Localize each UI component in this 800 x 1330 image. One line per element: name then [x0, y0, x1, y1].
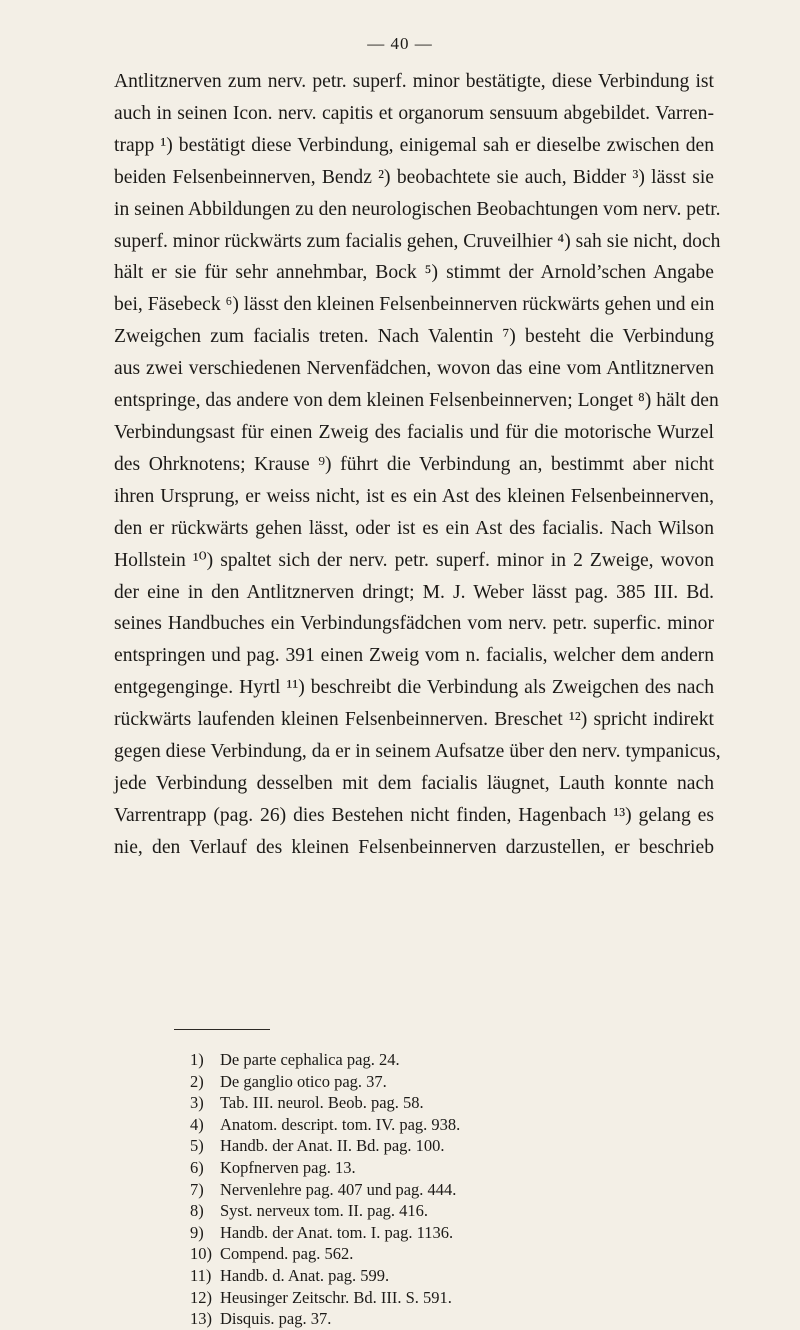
footnote-text: Handb. der Anat. tom. I. pag. 1136. — [220, 1222, 454, 1242]
footnote-number: 7) — [190, 1179, 204, 1199]
footnote-text: Kopfnerven pag. 13. — [220, 1157, 356, 1177]
text-line: den er rückwärts gehen lässt, oder ist es ein Ast des facialis. Nach Wilson — [114, 517, 714, 539]
text-line: seines Handbuches ein Verbindungsfädchen vom nerv. petr. superfic. minor — [114, 613, 714, 635]
footnote-text: Handb. der Anat. II. Bd. pag. 100. — [220, 1136, 445, 1156]
text-line: gegen diese Verbindung, da er in seinem Aufsatze über den nerv. tympanicus, — [114, 741, 721, 763]
footnote-text: Anatom. descript. tom. IV. pag. 938. — [220, 1114, 461, 1134]
footnote-number: 2) — [190, 1071, 204, 1091]
footnote — [190, 1135, 570, 1157]
text-line: ihren Ursprung, er weiss nicht, ist es ein Ast des kleinen Felsenbeinnerven, — [114, 485, 714, 507]
footnote-text: Compend. pag. 562. — [220, 1244, 354, 1264]
text-line: beiden Felsenbeinnerven, Bendz ²) beobachtete sie auch, Bidder ³) lässt sie — [114, 166, 714, 188]
text-line: Zweigchen zum facialis treten. Nach Valentin ⁷) besteht die Verbindung — [114, 326, 714, 348]
text-line: in seinen Abbildungen zu den neurologischen Beobachtungen vom nerv. petr. — [114, 198, 721, 220]
footnote — [190, 1114, 570, 1136]
body-text — [114, 66, 721, 864]
footnote — [190, 1222, 570, 1244]
footnote-number: 12) — [190, 1287, 212, 1307]
footnote — [190, 1049, 570, 1071]
text-line: des Ohrknotens; Krause ⁹) führt die Verbindung an, bestimmt aber nicht — [114, 453, 714, 475]
text-line: aus zwei verschiedenen Nervenfädchen, wovon das eine vom Antlitznerven — [114, 358, 714, 380]
text-line: trapp ¹) bestätigt diese Verbindung, einigemal sah er dieselbe zwischen den — [114, 134, 714, 156]
text-line: hält er sie für sehr annehmbar, Bock ⁵) stimmt der Arnold’schen Angabe — [114, 262, 714, 284]
footnote-number: 8) — [190, 1201, 204, 1221]
page-number: — 40 — — [367, 34, 433, 53]
text-line: auch in seinen Icon. nerv. capitis et organorum sensuum abgebildet. Varren- — [114, 102, 714, 124]
footnote-text: De parte cephalica pag. 24. — [220, 1050, 400, 1069]
text-line: nie, den Verlauf des kleinen Felsenbeinnerven darzustellen, er beschrieb — [114, 836, 714, 858]
text-line: entgegenginge. Hyrtl ¹¹) beschreibt die Verbindung als Zweigchen des nach — [114, 677, 714, 699]
text-line: der eine in den Antlitznerven dringt; M. J. Weber lässt pag. 385 III. Bd. — [114, 581, 714, 603]
footnote-number: 9) — [190, 1222, 204, 1242]
footnote-number: 6) — [190, 1157, 204, 1177]
footnote-number: 10) — [190, 1244, 212, 1264]
text-line: bei, Fäsebeck ⁶) lässt den kleinen Felsenbeinnerven rückwärts gehen und ein — [114, 294, 715, 316]
footnote — [190, 1243, 570, 1265]
footnote — [190, 1092, 570, 1114]
text-line: Hollstein ¹⁰) spaltet sich der nerv. petr. superf. minor in 2 Zweige, wovon — [114, 549, 714, 571]
footnote-number: 13) — [190, 1309, 212, 1329]
footnote-text: Handb. d. Anat. pag. 599. — [220, 1265, 390, 1285]
footnote-number: 11) — [190, 1265, 212, 1285]
text-line: rückwärts laufenden kleinen Felsenbeinnerven. Breschet ¹²) spricht indirekt — [114, 709, 714, 731]
footnote-separator — [174, 1029, 270, 1030]
footnote — [190, 1200, 570, 1222]
text-line: Antlitznerven zum nerv. petr. superf. minor bestätigte, diese Verbindung ist — [114, 71, 714, 92]
footnote-text: Tab. III. neurol. Beob. pag. 58. — [220, 1093, 424, 1113]
footnote-number: 3) — [190, 1093, 204, 1113]
footnote-number: 4) — [190, 1114, 204, 1134]
footnote-text: Heusinger Zeitschr. Bd. III. S. 591. — [220, 1287, 452, 1307]
text-line: Varrentrapp (pag. 26) dies Bestehen nicht finden, Hagenbach ¹³) gelang es — [114, 804, 714, 826]
footnote — [190, 1157, 570, 1179]
footnote — [190, 1287, 570, 1309]
footnote — [190, 1071, 570, 1093]
footnote-text: De ganglio otico pag. 37. — [220, 1071, 387, 1091]
text-line: superf. minor rückwärts zum facialis gehen, Cruveilhier ⁴) sah sie nicht, doch — [114, 230, 721, 252]
footnote-text: Disquis. pag. 37. — [220, 1309, 332, 1329]
footnote — [190, 1308, 570, 1330]
text-line: entspringen und pag. 391 einen Zweig vom n. facialis, welcher dem andern — [114, 645, 714, 667]
footnotes — [190, 1049, 570, 1330]
footnote-number: 5) — [190, 1136, 204, 1156]
text-line: jede Verbindung desselben mit dem facialis läugnet, Lauth konnte nach — [114, 772, 714, 794]
footnote-number: 1) — [190, 1050, 204, 1069]
footnote — [190, 1265, 570, 1287]
text-line: entspringe, das andere von dem kleinen Felsenbeinnerven; Longet ⁸) hält den — [114, 390, 719, 412]
footnote-text: Nervenlehre pag. 407 und pag. 444. — [220, 1179, 457, 1199]
footnote-text: Syst. nerveux tom. II. pag. 416. — [220, 1201, 429, 1221]
text-line: Verbindungsast für einen Zweig des facialis und für die motorische Wurzel — [114, 421, 714, 443]
footnote — [190, 1179, 570, 1201]
